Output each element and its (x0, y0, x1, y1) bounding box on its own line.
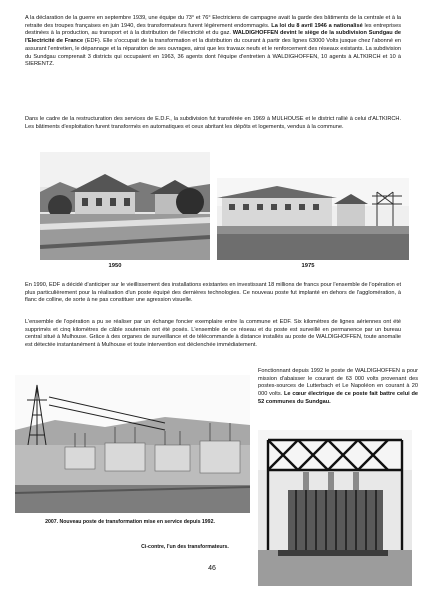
paragraph-operation: L'ensemble de l'opération a pu se réaliser par un échange foncier exemplaire entre la commune et EDF. Six kilomètres de lignes aériennes ont été supprimés et cinq kilomètres de câble souterrain ont été posés. L'ensemble de ce réseau et du poste est surveillé en permanence par un bureau central situé à Mulhouse. Grâce à des organes de surveillance et de télécommande à distance installés au poste de WALDIGHOFFEN, toute anomalie est détectée instantanément à Mulhouse et toute intervention est déclenchée immédiatement. (25, 319, 401, 349)
paragraph-text: A la déclaration de la guerre en septembre 1939, une équipe du 73° et 76° Electriciens de campagne avait la garde des bâtiments de la centrale et à la retraite des troupes françaises en juin 1940, des transformateurs furent légèrement endommagés. (25, 15, 401, 29)
photo-1950-image (40, 152, 210, 260)
caption-2007: 2007. Nouveau poste de transformation mise en service depuis 1992. (45, 519, 215, 525)
photo-1975 (217, 178, 409, 260)
paragraph-function (258, 368, 418, 407)
paragraph-history (25, 15, 401, 69)
page-number: 46 (208, 565, 216, 572)
caption-1975: 1975 (301, 263, 315, 269)
caption-1950: 1950 (108, 263, 122, 269)
photo-transformer (258, 430, 412, 586)
photo-1950 (40, 152, 210, 260)
photo-1975-image (217, 178, 409, 260)
paragraph-restructuring: Dans le cadre de la restructuration des services de E.D.F., la subdivision fut transférée en 1969 à MULHOUSE et le district rallié à celui d'ALTKIRCH. Les bâtiments d'exploitation furent transformés en automatiques et ceux abritant les dépôts et logements, vendus à la commune. (25, 116, 401, 130)
photo-2007-substation (15, 375, 250, 513)
photo-transformer-image (258, 430, 412, 586)
paragraph-text: les entreprises destinées à la production, au transport et à la distribution de l'électricité et du gaz. (25, 22, 402, 37)
paragraph-text: Fonctionnant depuis 1992 le poste de WALDIGHOFFEN a pour mission d'abaisser le courant de 63 000 volts provenant des postes-sources de Lutterbach et Le Napoléon en courant à 20 000 volts. (258, 368, 418, 398)
bold-heart: Le cœur électrique de ce poste fait battre celui de 52 communes du Sundgau. (258, 391, 418, 405)
paragraph-text: (EDF). Elle s'occupait de la transformation et la distribution du courant à partir des lignes 63000 Volts jusque chez l'abonné en assurant l'entretien, le dépannage et la réparation de ses ouvrages, ainsi que les travaux neufs et le renforcement des réseaux existants. La subdivision du Sundgau comprenait 3 districts qui occupaient en 1963, 36 agents dont l'équipe d'entretien à WALDIGHOFFEN, 10 agents à ALTKIRCH et 10 à SIERENTZ. (25, 38, 402, 68)
paragraph-investment: En 1990, EDF a décidé d'anticiper sur le vieillissement des installations existantes en investissant 18 millions de francs pour l'ensemble de l'opération et plus particulièrement pour la réalisation d'un poste équipé des dernières technologies. Ce nouveau poste fut implanté en dehors de l'agglomération, à flanc de colline, de sorte à ne pas constituer une agression visuelle. (25, 282, 402, 304)
bold-nationalisation: La loi du 8 avril 1946 a nationalisé (271, 22, 363, 29)
photo-2007-image (15, 375, 250, 513)
bold-subdivision: WALDIGHOFFEN devint le siège de la subdivision Sundgau de l'Electricité de France (25, 30, 402, 45)
caption-transformer: Ci-contre, l'un des transformateurs. (141, 544, 229, 550)
